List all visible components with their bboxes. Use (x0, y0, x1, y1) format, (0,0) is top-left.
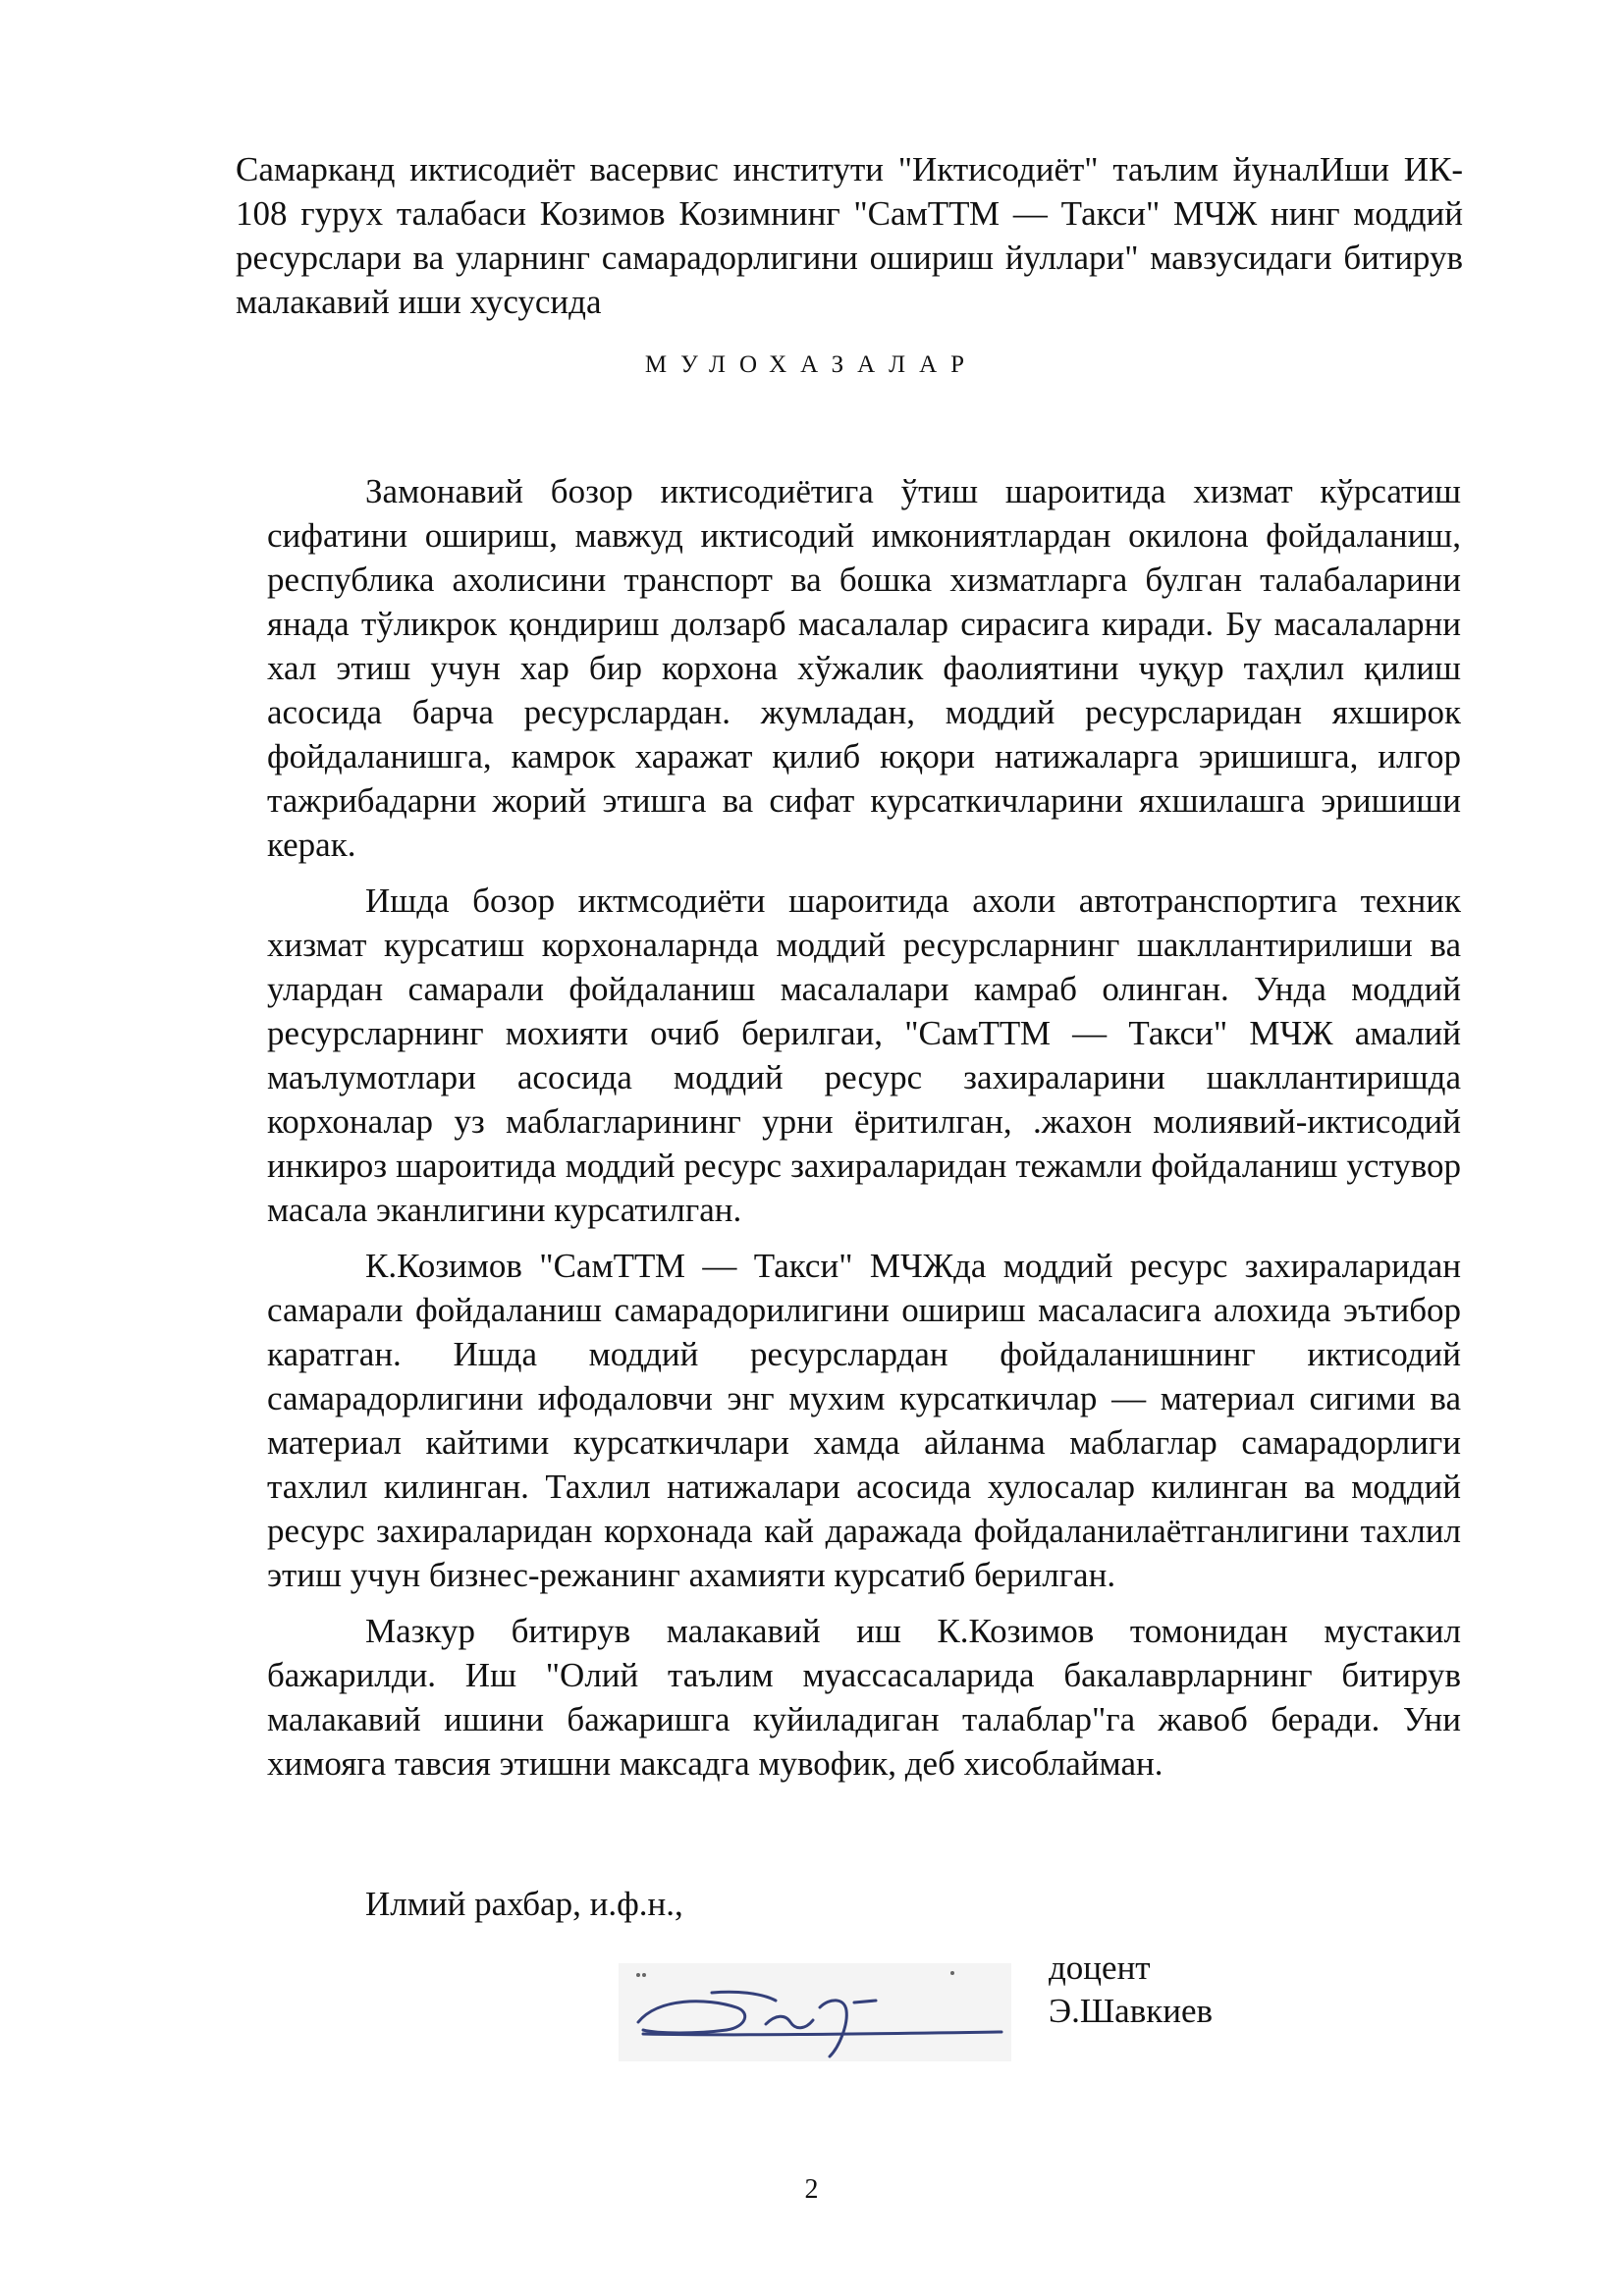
paragraph-4: Мазкур битирув малакавий иш К.Козимов томонидан мустакил бажарилди. Иш "Олий таълим муассасаларида бакалаврларнинг битирув малакавий ишини бажаришга куйиладиган талаблар"га жавоб беради. Уни химояга тавсия этишни максадга мувофик, деб хисоблайман. (267, 1612, 1461, 1783)
signature-image (619, 1953, 1031, 2071)
body-text (267, 469, 1461, 1797)
paragraph-1: Замонавий бозор иктисодиётига ўтиш шароитида хизмат кўрсатиш сифатини ошириш, мавжуд иктисодий имкониятлардан окилона фойдаланиш, республика ахолисини транспорт ва бошка хизматларга булган талабаларини янада тўликрок қондириш долзарб масалалар сирасига киради. Бу масалаларни хал этиш учун хар бир корхона хўжалик фаолиятини чуқур таҳлил қилиш асосида барча ресурслардан. жумладан, моддий ресурсларидан яхширок фойдаланишга, камрок харажат қилиб юқори натижаларга эришишга, илгор тажрибадарни жорий этишга ва сифат курсаткичларини яхшилашга эришиши керак. (267, 472, 1461, 864)
header-line: Самарканд иктисодиёт васервис институти "Иктисодиёт" таълим йуналИши ИК- 108 гурух талабаси Козимов Козимнинг "СамТТМ — Такси" МЧЖ нинг моддий ресурслари ва уларнинг самарадорлигини ошириш йуллари" мавзусидаги битирув малакавий иши хусусида (236, 150, 1463, 321)
signer-position: доцент (1049, 1949, 1151, 1987)
paragraph-2: Ишда бозор иктмсодиёти шароитида ахоли автотранспортига техник хизмат курсатиш корхоналарнда моддий ресурсларнинг шакллантирилиши ва улардан самарали фойдаланиш масалалари камраб олинган. Унда моддий ресурсларнинг мохияти очиб берилгаи, "СамТТМ — Такси" МЧЖ амалий маълумотлари асосида моддий ресурс захираларини шакллантиришда корхоналар уз маблагларининг урни ёритилган, .жахон молиявий-иктисодий инкироз шароитида моддий ресурс захираларидан тежамли фойдаланиш устувор масала эканлигини курсатилган. (267, 881, 1461, 1229)
signer-name: Э.Шавкиев (1049, 1992, 1214, 2030)
document-title: МУЛОХАЗАЛАР (644, 351, 979, 378)
header-text (236, 147, 1463, 324)
supervisor-label: Илмий рахбар, и.ф.н., (365, 1885, 683, 1923)
paragraph-3: К.Козимов "СамТТМ — Такси" МЧЖда моддий ресурс захираларидан самарали фойдаланиш самарадорилигини ошириш масаласига алохида эътибор каратган. Ишда моддий ресурслардан фойдаланишнинг иктисодий самарадорлигини ифодаловчи энг мухим курсаткичлар — материал сигими ва материал кайтими курсаткичлари хамда айланма маблаглар самарадорлиги тахлил килинган. Тахлил натижалари асосида хулосалар килинган ва моддий ресурс захираларидан корхонада кай даражада фойдаланилаётганлигини тахлил этиш учун бизнес-режанинг ахамияти курсатиб берилган. (267, 1247, 1461, 1594)
page-number: 2 (804, 2174, 819, 2205)
